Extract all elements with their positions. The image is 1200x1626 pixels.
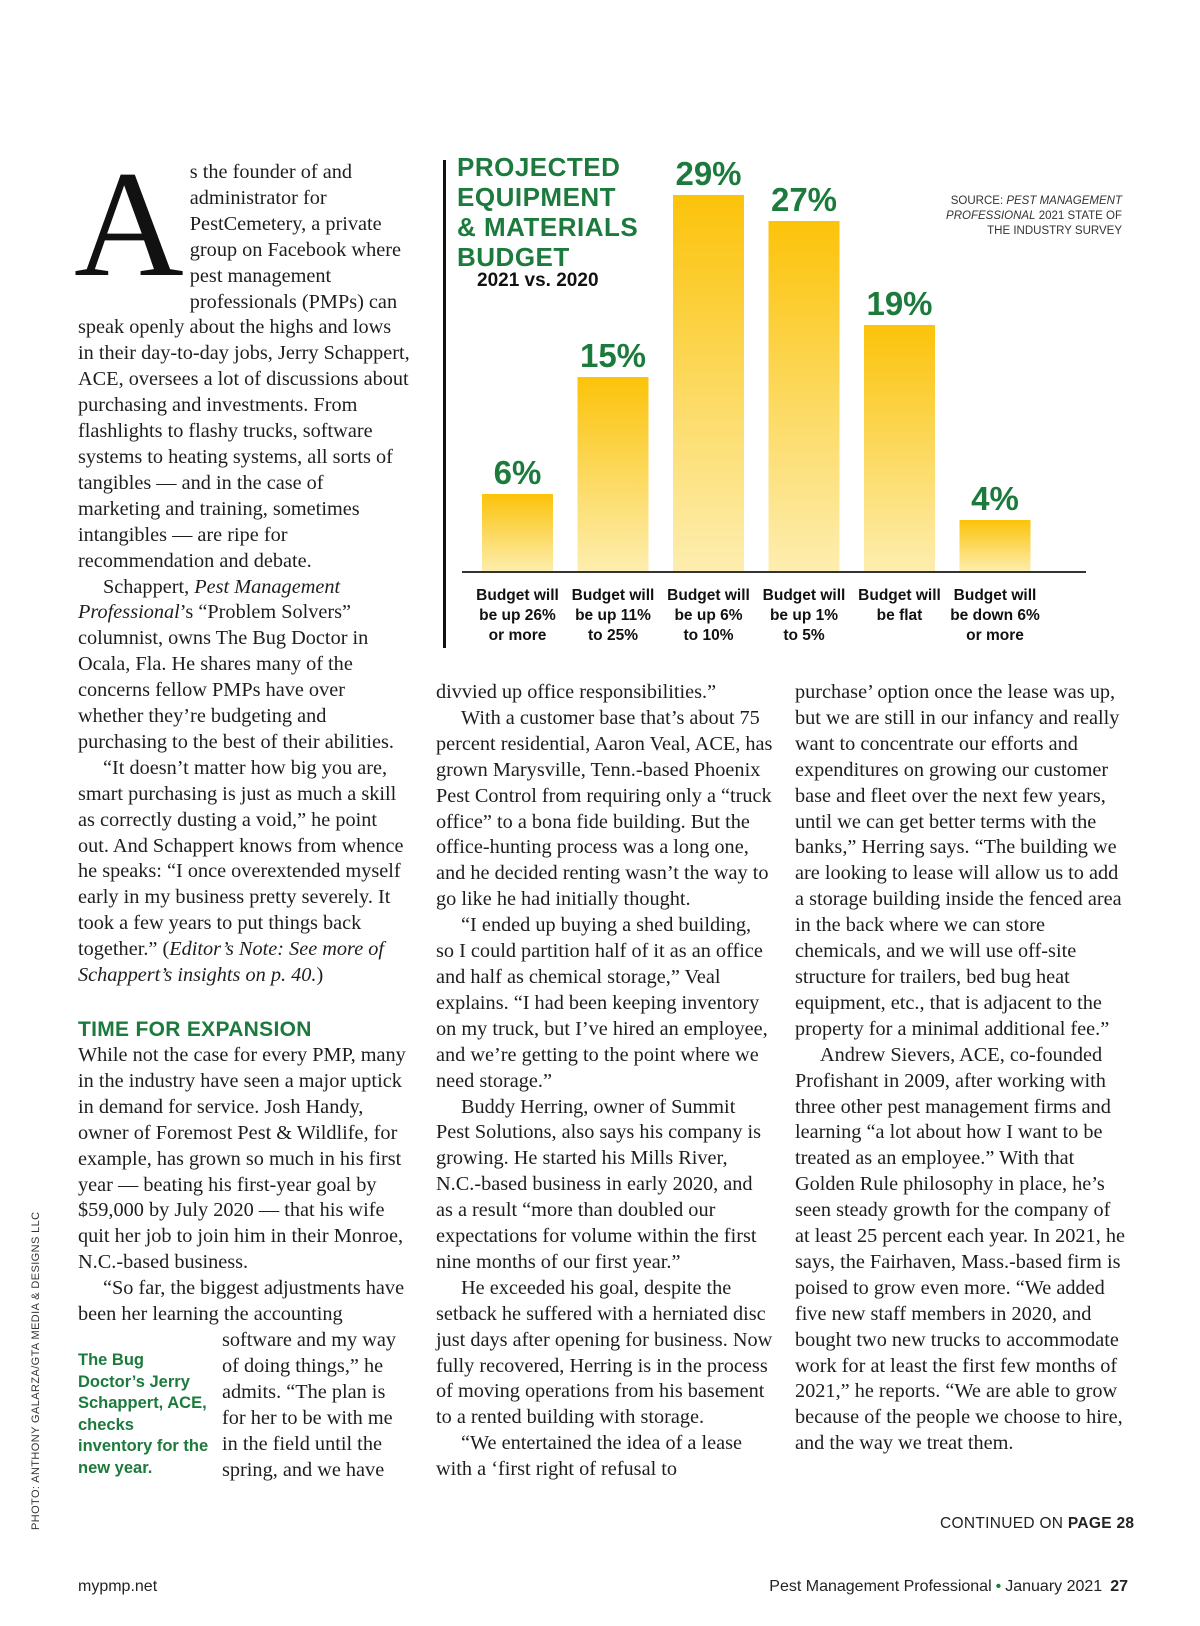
value-label: 4% — [971, 480, 1019, 517]
paragraph-with-caption — [78, 1328, 410, 1483]
footer-separator: • — [995, 1578, 1002, 1595]
article-column-2 — [436, 680, 773, 1483]
paragraph: “So far, the biggest adjustments have been her learning the accounting — [78, 1277, 405, 1326]
chart-source — [946, 195, 1123, 237]
paragraph: divvied up office responsibilities.” — [436, 681, 717, 703]
paragraph — [78, 575, 410, 756]
category-label: be up 26% — [479, 607, 556, 624]
category-label: Budget will — [667, 587, 750, 604]
value-label: 15% — [579, 337, 647, 374]
continued-page: PAGE 28 — [1067, 1515, 1135, 1532]
chart-divider-line — [443, 160, 446, 648]
budget-chart — [440, 150, 1140, 670]
category-label: be up 1% — [769, 607, 839, 624]
footer-publication-name: Pest Management Professional — [769, 1578, 992, 1595]
continued-note — [940, 1515, 1134, 1533]
category-label: Budget will — [476, 587, 559, 604]
chart-title-line: PROJECTED — [457, 152, 621, 182]
paragraph: “We entertained the idea of a lease with a ‘first right of refusal to — [436, 1432, 743, 1481]
paragraph-text: ) — [316, 964, 324, 987]
footer-page-number: 27 — [1110, 1578, 1128, 1595]
category-label: or more — [966, 627, 1024, 644]
source-prefix: SOURCE: — [950, 195, 1007, 207]
source-rest-2: 2021 STATE OF — [1035, 210, 1122, 222]
bar — [769, 221, 840, 572]
paragraph-text: Pest Management Professional — [78, 575, 341, 624]
svg-text:SOURCE: PEST MANAGEMENT — [951, 195, 1123, 207]
value-label: 19% — [866, 285, 933, 322]
bar — [673, 195, 744, 572]
category-labels — [476, 587, 1040, 644]
footer-site: mypmp.net — [78, 1578, 158, 1595]
category-label: be down 6% — [950, 607, 1040, 624]
paragraph: With a customer base that’s about 75 percent residential, Aaron Veal, ACE, has grown Marysville, Tenn.-based Phoenix Pest Control from requiring only a “truck office” to a bona fide building. But the office-hunting process was a long one, and he decided renting wasn’t the way to go like he had initially thought. — [436, 706, 773, 911]
value-label: 6% — [493, 454, 542, 491]
chart-title — [457, 152, 638, 272]
bar — [864, 325, 935, 572]
lead-paragraph — [74, 140, 410, 575]
category-label: be up 11% — [575, 607, 651, 624]
paragraph: He exceeded his goal, despite the setback he suffered with a herniated disc just days after opening for business. Now fully recovered, Herring is in the process of moving operations from his basement to a rented building with storage. — [436, 1276, 773, 1429]
paragraph-text: software and my way of doing things,” he admits. “The plan is for her to be with me in the field until the spring, and we have — [222, 1328, 397, 1481]
paragraph — [78, 756, 410, 989]
chart-title-line: BUDGET — [457, 242, 570, 272]
paragraph-text: Editor’s Note: See more of Schappert’s insights on p. 40. — [78, 938, 385, 987]
article-column-1 — [74, 140, 410, 1483]
bar — [960, 520, 1031, 572]
category-label: Budget will — [762, 587, 846, 604]
continued-prefix: CONTINUED ON — [940, 1515, 1068, 1532]
chart-svg — [440, 150, 1140, 670]
category-label: to 5% — [783, 627, 825, 644]
paragraph-text: Schappert, — [103, 575, 195, 598]
category-label: Budget will — [571, 587, 655, 604]
category-label: be flat — [876, 607, 923, 624]
chart-subtitle: 2021 vs. 2020 — [477, 270, 599, 291]
section-subhead: TIME FOR EXPANSION — [78, 1018, 312, 1041]
paragraph: While not the case for every PMP, many in the industry have seen a major uptick in demand for service. Josh Handy, owner of Foremost Pest & Wildlife, for example, has grown so much in his first year — beating his first-year goal by $59,000 by July 2020 — that his wife quit her job to join him in their Monroe, N.C.-based business. — [78, 1044, 406, 1274]
value-label: 29% — [675, 155, 742, 192]
paragraph-text: “It doesn’t matter how big you are, smart purchasing is just as much a skill as correctly dusting a void,” he point out. And Schappert knows from whence he speaks: “I once overextended myself early in my business pretty severely. It took a few years to put things back together.” ( — [78, 756, 404, 961]
paragraph: Buddy Herring, owner of Summit Pest Solutions, also says his company is growing. He started his Mills River, N.C.-based business in early 2020, and as a result “more than doubled our expectations for volume within the first nine months of our first year.” — [436, 1095, 762, 1273]
paragraph-text: ’s “Problem Solvers” columnist, owns The Bug Doctor in Ocala, Fla. He shares many of the concerns fellow PMPs have over whether they’re budgeting and purchasing to the best of their abilities. — [78, 601, 394, 753]
category-label: be up 6% — [674, 607, 743, 624]
footer-issue: January 2021 — [1005, 1578, 1103, 1595]
footer-publication — [769, 1578, 1128, 1596]
chart-title-line: & MATERIALS — [457, 212, 639, 242]
category-label: to 25% — [588, 627, 638, 644]
paragraph: purchase’ option once the lease was up, but we are still in our infancy and really want to concentrate our efforts and expenditures on growing our customer base and fleet over the next few years, until we can get better terms with the banks,” Herring says. “The building we are looking to lease will allow us to add a storage building inside the fenced area in the back where we can store chemicals, and we will use off-site structure for trailers, bed bug heat equipment, etc., that is adjacent to the property for a minimal additional fee.” — [795, 681, 1122, 1040]
source-italic-1: PEST MANAGEMENT — [1006, 195, 1122, 207]
bar — [482, 494, 553, 572]
bar — [578, 377, 649, 572]
source-italic-2: PROFESSIONAL — [946, 210, 1036, 222]
chart-title-line: EQUIPMENT — [457, 182, 617, 212]
photo-credit: PHOTO: ANTHONY GALARZA/GTA MEDIA & DESIGNS LLC — [30, 1211, 42, 1530]
value-label: 27% — [770, 181, 838, 218]
paragraph: Andrew Sievers, ACE, co-founded Profishant in 2009, after working with three other pest management firms and learning “a lot about how I want to be treated as an employee.” With that Golden Rule philosophy in place, he’s seen steady growth for the company of at least 25 percent each year. In 2021, he says, the Fairhaven, Mass.-based firm is poised to grow even more. “We added five new staff members in 2020, and bought two new trucks to accommodate work for at least the first few months of 2021,” he reports. “We are able to grow because of the people we choose to hire, and the way we treat them. — [795, 1043, 1125, 1455]
svg-text:PROFESSIONAL 2021 STATE OF — [946, 210, 1122, 222]
category-label: Budget will — [858, 587, 941, 604]
category-label: to 10% — [683, 627, 734, 644]
paragraph: “I ended up buying a shed building, so I could partition half of it as an office and half as chemical storage,” Veal explains. “I had been keeping inventory on my truck, but I’ve hired an employee, and we’re getting to the point where we need storage.” — [436, 914, 768, 1092]
article-column-3 — [795, 680, 1129, 1457]
paragraph-text: s the founder of and administrator for PestCemetery, a private group on Facebook where pest management professionals (PMPs) can speak openly about the highs and lows in their day-to-day jobs, Jerry Schappert, ACE, oversees a lot of discussions about purchasing and investments. From flashlights to flashy trucks, software systems to heating systems, all sorts of tangibles — and in the case of marketing and training, sometimes intangibles — are ripe for recommendation and debate. — [78, 161, 410, 572]
category-label: Budget will — [953, 587, 1037, 604]
photo-caption: The Bug Doctor’s Jerry Schappert, ACE, checks inventory for the new year. — [78, 1350, 209, 1477]
source-line-3: THE INDUSTRY SURVEY — [987, 225, 1122, 237]
category-label: or more — [488, 627, 547, 644]
drop-cap: A — [74, 140, 184, 308]
